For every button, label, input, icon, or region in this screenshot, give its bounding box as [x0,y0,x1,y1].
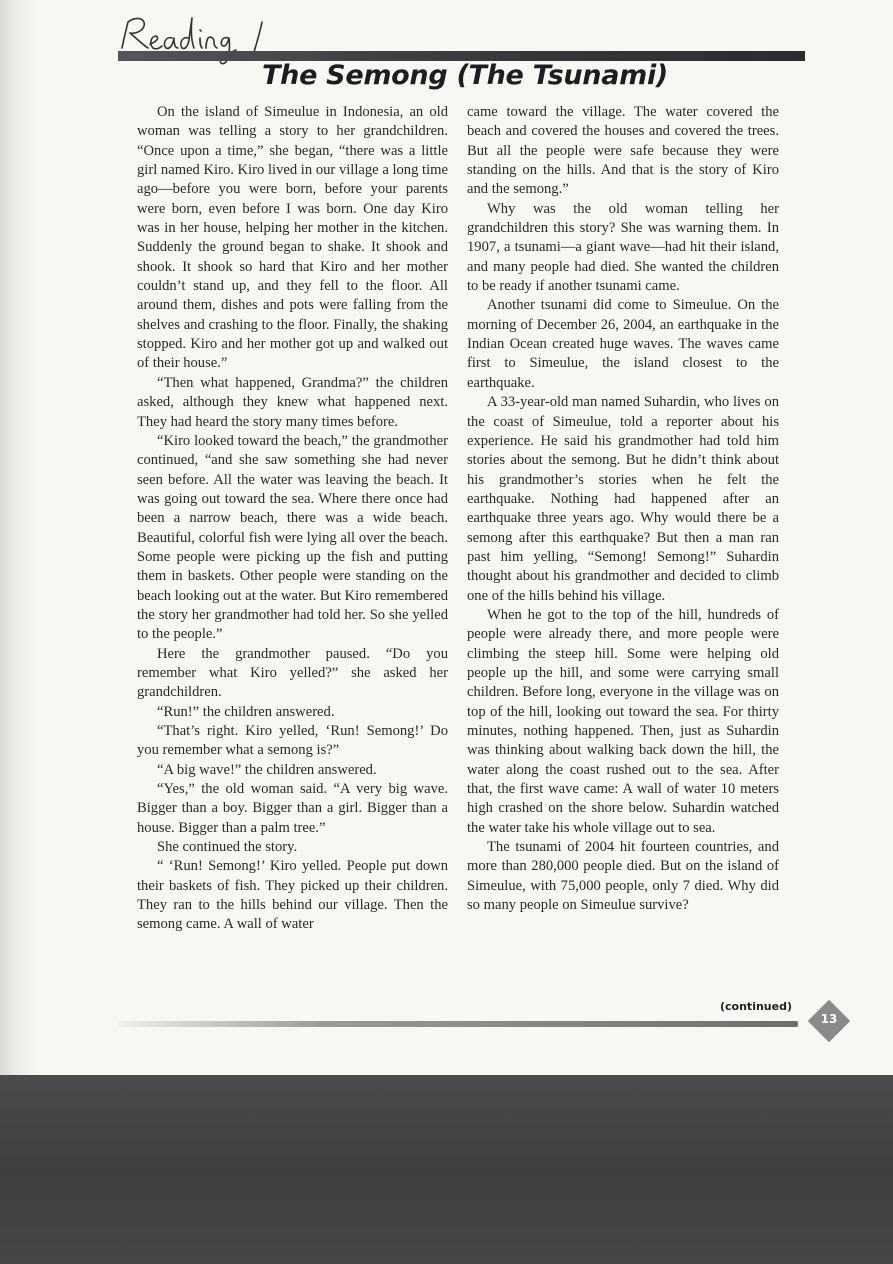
paragraph: “Yes,” the old woman said. “A very big wave. Bigger than a boy. Bigger than a girl. Bigger than a house. Bigger than a palm tree.” [137,781,448,836]
footer-rule [118,1021,798,1027]
paragraph: When he got to the top of the hill, hundreds of people were already there, and more people were climbing the steep hill. Some were helping old people up the hill, and some were carrying small children. Before long, everyone in the village was on top of the hill, looking out toward the sea. For thirty minutes, nothing happened. Then, just as Suhardin was thinking about walking back down the hill, the water along the coast rushed out to the sea. After that, the first wave came: A wall of water 10 meters high crashed on the shore below. Suhardin watched the water take his whole village out to sea. [467,606,779,836]
paragraph: Here the grandmother paused. “Do you remember what Kiro yelled?” she asked her grandchildren. [137,645,448,701]
page-number: 13 [820,1012,838,1026]
paragraph: She continued the story. [157,839,298,856]
paragraph: came toward the village. The water covered the beach and covered the houses and covered the trees. But all the people were safe because they were standing on the hills. And that is the story of Kiro and the semong.” [467,104,779,198]
paragraph: Another tsunami did come to Simeulue. On the morning of December 26, 2004, an earthquake in the Indian Ocean created huge waves. The waves came first to Simeulue, the island closest to the earthquake. [467,297,779,391]
page-title: The Semong (The Tsunami) [262,60,668,91]
page-fold-shadow [0,0,40,1075]
paragraph: “ ‘Run! Semong!’ Kiro yelled. People put down their baskets of fish. They picked up their children. They ran to the hills behind our village. Then the semong came. A wall of water [137,858,448,933]
paragraph: The tsunami of 2004 hit fourteen countries, and more than 280,000 people died. But on the island of Simeulue, with 75,000 people, only 7 died. Why did so many people on Simeulue survive? [467,839,779,914]
paragraph: “Run!” the children answered. [157,703,335,720]
paragraph: A 33-year-old man named Suhardin, who lives on the coast of Simeulue, told a reporter about his experience. He said his grandmother had told him stories about the semong. But he didn’t think about his grandmother’s stories when he felt the earthquake. Nothing had happened after an earthquake three years ago. Why would there be a semong after this earthquake? But then a man ran past him yelling, “Semong! Semong!” Suhardin thought about his grandmother and decided to climb one of the hills behind his village. [467,394,779,604]
scanner-background [0,1075,893,1264]
left-column [137,103,448,935]
continued-label: (continued) [720,1000,792,1013]
paragraph: “Kiro looked toward the beach,” the grandmother continued, “and she saw something she had never seen before. All the water was leaving the beach. It was going out toward the sea. Where there once had been a narrow beach, there was a wide beach. Beautiful, colorful fish were lying all over the beach. Some people were picking up the fish and putting them in baskets. Other people were standing on the beach looking out at the water. But Kiro remembered the story her grandmother had told her. So she yelled to the people.” [137,432,448,643]
paragraph: “A big wave!” the children answered. [157,761,377,778]
right-column [467,103,779,915]
paragraph: Why was the old woman telling her grandchildren this story? She was warning them. In 1907, a tsunami—a giant wave—had hit their island, and many people had died. She wanted the children to be ready if another tsunami came. [467,200,779,295]
paragraph: “Then what happened, Grandma?” the children asked, although they knew what happened next. They had heard the story many times before. [137,374,448,430]
paragraph: “That’s right. Kiro yelled, ‘Run! Semong!’ Do you remember what a semong is?” [137,723,448,759]
paragraph: On the island of Simeulue in Indonesia, an old woman was telling a story to her grandchildren. “Once upon a time,” she began, “there was a little girl named Kiro. Kiro lived in our village a long time ago—before you were born, before your parents were born, even before I was born. One day Kiro was in her house, helping her mother in the kitchen. Suddenly the ground began to shake. It shook and shook. It shook so hard that Kiro and her mother couldn’t stand up, and they fell to the floor. All around them, dishes and pots were falling from the shelves and crashing to the floor. Finally, the shaking stopped. Kiro and her mother got up and walked out of their house.” [137,104,448,372]
